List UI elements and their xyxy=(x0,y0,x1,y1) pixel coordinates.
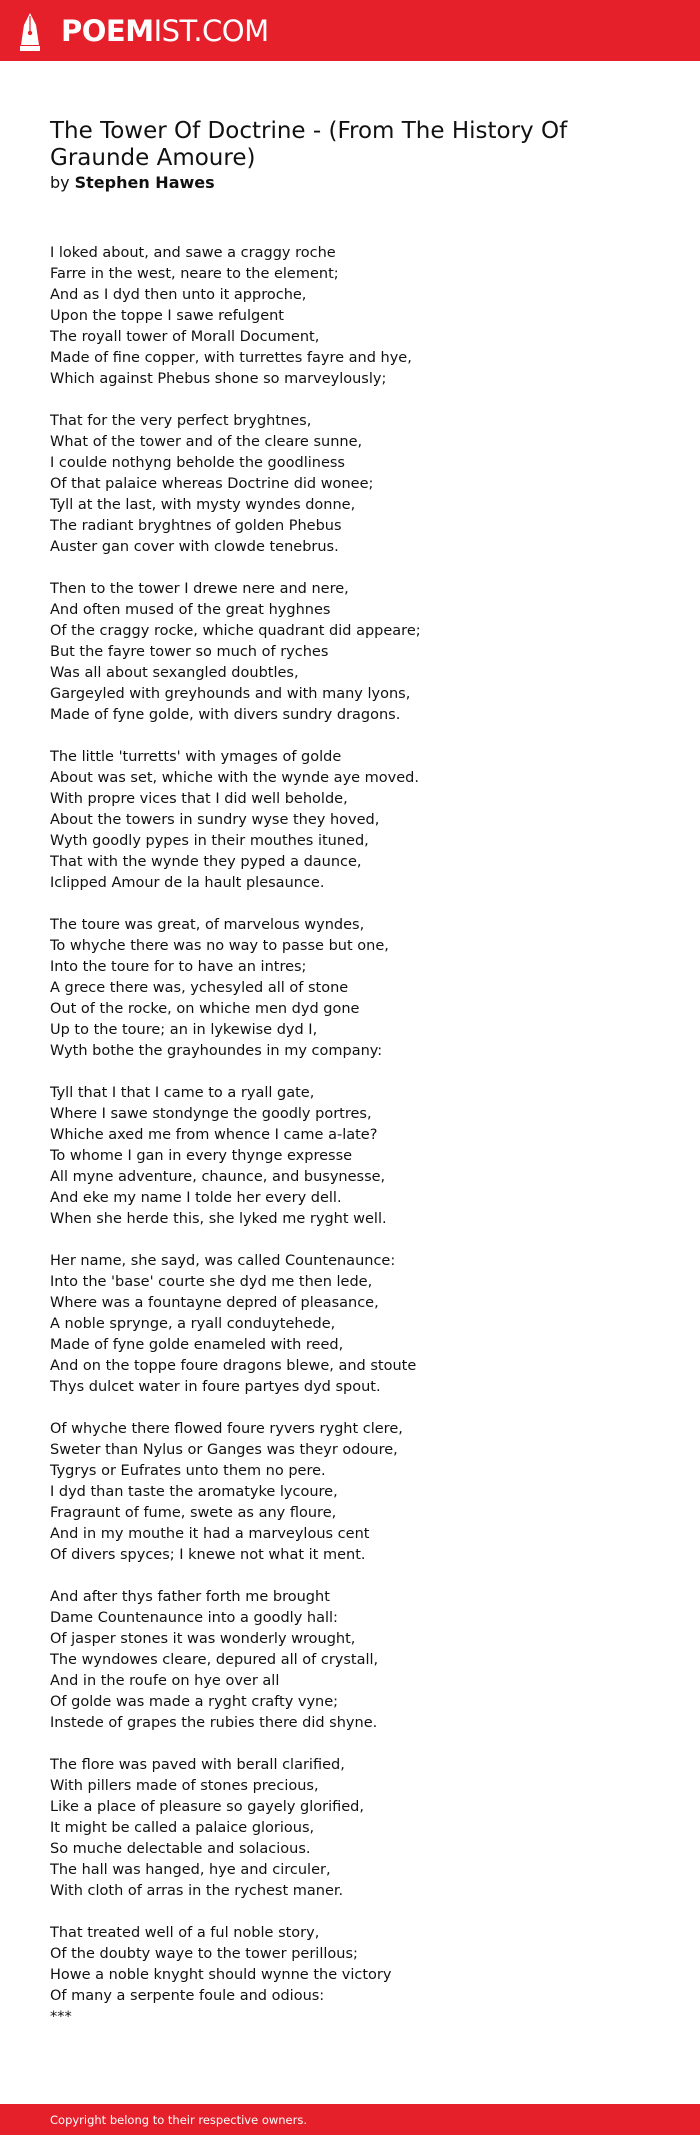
poem-line: A grece there was, ychesyled all of stone xyxy=(50,980,349,996)
stanza xyxy=(50,915,650,1062)
poem-line: The little 'turretts' with ymages of golde xyxy=(50,749,342,765)
poem-line: With pillers made of stones precious, xyxy=(50,1778,319,1794)
site-header xyxy=(0,0,700,61)
stanza xyxy=(50,243,650,390)
poem-line: That with the wynde they pyped a daunce, xyxy=(50,854,362,870)
stanza xyxy=(50,1587,650,1734)
poem-line: And after thys father forth me brought xyxy=(50,1589,330,1605)
by-label: by xyxy=(50,173,70,192)
poem-line: Of divers spyces; I knewe not what it ment. xyxy=(50,1547,366,1563)
poem-line: Then to the tower I drewe nere and nere, xyxy=(50,581,349,597)
copyright-notice: Copyright belong to their respective owners. xyxy=(50,2113,308,2127)
poem-line: About the towers in sundry wyse they hoved, xyxy=(50,812,380,828)
stanza xyxy=(50,579,650,726)
poem-line: Into the toure for to have an intres; xyxy=(50,959,307,975)
poem-line: Dame Countenaunce into a goodly hall: xyxy=(50,1610,338,1626)
poem-line: When she herde this, she lyked me ryght well. xyxy=(50,1211,387,1227)
byline xyxy=(50,172,215,194)
poem-line: The hall was hanged, hye and circuler, xyxy=(50,1862,331,1878)
stanza xyxy=(50,1755,650,1902)
author-link[interactable]: Stephen Hawes xyxy=(74,173,215,192)
poem-line: Tyll at the last, with mysty wyndes donne, xyxy=(50,497,356,513)
poem-line: Instede of grapes the rubies there did shyne. xyxy=(50,1715,378,1731)
stanza xyxy=(50,411,650,558)
pen-nib-icon xyxy=(17,12,43,51)
poem-line: Farre in the west, neare to the element; xyxy=(50,266,339,282)
poem-line: The toure was great, of marvelous wyndes, xyxy=(50,917,365,933)
poem-line: Of the craggy rocke, whiche quadrant did appeare; xyxy=(50,623,421,639)
poem-line: *** xyxy=(50,2009,72,2025)
poem-line: Of that palaice whereas Doctrine did wonee; xyxy=(50,476,374,492)
poem-line: Of many a serpente foule and odious: xyxy=(50,1988,325,2004)
poem-line: The wyndowes cleare, depured all of crystall, xyxy=(50,1652,379,1668)
poem-line: Which against Phebus shone so marveylously; xyxy=(50,371,387,387)
poem-line: Made of fine copper, with turrettes fayre and hye, xyxy=(50,350,412,366)
poem-line: The radiant bryghtnes of golden Phebus xyxy=(50,518,342,534)
poem-line: Fragraunt of fume, swete as any floure, xyxy=(50,1505,337,1521)
poem-line: About was set, whiche with the wynde aye moved. xyxy=(50,770,419,786)
poem-line: I loked about, and sawe a craggy roche xyxy=(50,245,336,261)
poem-line: And in the roufe on hye over all xyxy=(50,1673,280,1689)
poem-line: Wyth bothe the grayhoundes in my company: xyxy=(50,1043,383,1059)
stanza xyxy=(50,1419,650,1566)
poem-line: Upon the toppe I sawe refulgent xyxy=(50,308,284,324)
poem-line: A noble sprynge, a ryall conduytehede, xyxy=(50,1316,336,1332)
poem-line: Whiche axed me from whence I came a-late? xyxy=(50,1127,378,1143)
poem-line: Into the 'base' courte she dyd me then lede, xyxy=(50,1274,373,1290)
poem-line: Thys dulcet water in foure partyes dyd spout. xyxy=(50,1379,381,1395)
poem-line: Tyll that I that I came to a ryall gate, xyxy=(50,1085,315,1101)
logo-bold-text: POEM xyxy=(61,14,154,48)
poem-line: Was all about sexangled doubtles, xyxy=(50,665,299,681)
poem-line: Of jasper stones it was wonderly wrought, xyxy=(50,1631,356,1647)
poem-line: With propre vices that I did well beholde, xyxy=(50,791,348,807)
poem-line: What of the tower and of the cleare sunne, xyxy=(50,434,363,450)
poem-title: The Tower Of Doctrine - (From The History Of Graunde Amoure) xyxy=(50,118,568,171)
poem-line: I coulde nothyng beholde the goodliness xyxy=(50,455,345,471)
stanza xyxy=(50,1251,650,1398)
poem-line: To whyche there was no way to passe but one, xyxy=(50,938,389,954)
poem-line: That treated well of a ful noble story, xyxy=(50,1925,320,1941)
poem-line: Where was a fountayne depred of pleasance, xyxy=(50,1295,379,1311)
poem-line: So muche delectable and solacious. xyxy=(50,1841,311,1857)
poem-line: Made of fyne golde enameled with reed, xyxy=(50,1337,344,1353)
poem-line: And often mused of the great hyghnes xyxy=(50,602,331,618)
poem-line: All myne adventure, chaunce, and busynesse, xyxy=(50,1169,386,1185)
poem-body xyxy=(50,243,650,2049)
poem-line: That for the very perfect bryghtnes, xyxy=(50,413,312,429)
poem-line: Out of the rocke, on whiche men dyd gone xyxy=(50,1001,360,1017)
poem-line: And on the toppe foure dragons blewe, and stoute xyxy=(50,1358,417,1374)
poem-line: Iclipped Amour de la hault plesaunce. xyxy=(50,875,325,891)
poem-line: Like a place of pleasure so gayely glorified, xyxy=(50,1799,364,1815)
poem-line: And eke my name I tolde her every dell. xyxy=(50,1190,342,1206)
poem-line: The flore was paved with berall clarified, xyxy=(50,1757,345,1773)
poem-line: And as I dyd then unto it approche, xyxy=(50,287,307,303)
poem-line: It might be called a palaice glorious, xyxy=(50,1820,315,1836)
poem-line: And in my mouthe it had a marveylous cent xyxy=(50,1526,370,1542)
poem-line: Made of fyne golde, with divers sundry dragons. xyxy=(50,707,401,723)
stanza xyxy=(50,1083,650,1230)
poem-line: Tygrys or Eufrates unto them no pere. xyxy=(50,1463,326,1479)
poem-line: To whome I gan in every thynge expresse xyxy=(50,1148,353,1164)
site-logo[interactable] xyxy=(61,12,269,50)
poem-line: The royall tower of Morall Document, xyxy=(50,329,320,345)
poem-line: With cloth of arras in the rychest maner. xyxy=(50,1883,344,1899)
site-footer xyxy=(0,2104,700,2135)
stanza xyxy=(50,1923,650,2028)
poem-line: Her name, she sayd, was called Countenaunce: xyxy=(50,1253,396,1269)
poem-line: Sweter than Nylus or Ganges was theyr odoure, xyxy=(50,1442,398,1458)
logo-light-text: IST.COM xyxy=(153,14,269,48)
poem-line: Wyth goodly pypes in their mouthes ituned, xyxy=(50,833,369,849)
poem-line: I dyd than taste the aromatyke lycoure, xyxy=(50,1484,338,1500)
poem-line: Of golde was made a ryght crafty vyne; xyxy=(50,1694,339,1710)
poem-line: Up to the toure; an in lykewise dyd I, xyxy=(50,1022,318,1038)
poem-line: But the fayre tower so much of ryches xyxy=(50,644,329,660)
poem-line: Auster gan cover with clowde tenebrus. xyxy=(50,539,339,555)
poem-line: Howe a noble knyght should wynne the victory xyxy=(50,1967,392,1983)
poem-line: Gargeyled with greyhounds and with many lyons, xyxy=(50,686,411,702)
poem-line: Where I sawe stondynge the goodly portres, xyxy=(50,1106,372,1122)
stanza xyxy=(50,747,650,894)
poem-line: Of the doubty waye to the tower perillous; xyxy=(50,1946,358,1962)
poem-line: Of whyche there flowed foure ryvers ryght clere, xyxy=(50,1421,403,1437)
